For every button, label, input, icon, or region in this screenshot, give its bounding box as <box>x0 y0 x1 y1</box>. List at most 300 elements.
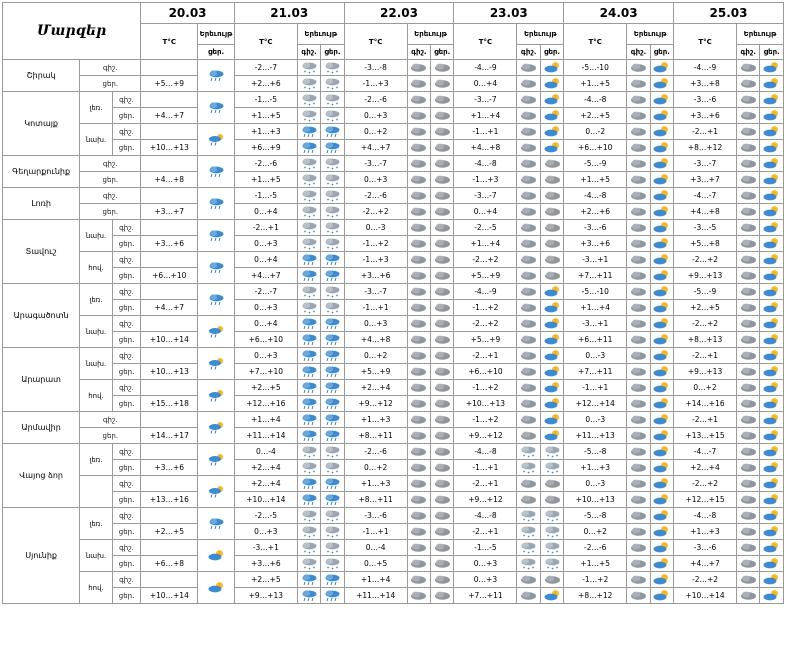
weather-icon <box>540 524 563 540</box>
weather-icon <box>321 444 344 460</box>
weather-icon <box>431 588 454 604</box>
temperature-cell: -2…-7 <box>234 60 297 76</box>
temperature-cell: -2…-5 <box>454 220 517 236</box>
temperature-cell: -4…-8 <box>564 92 627 108</box>
temperature-cell: -1…-5 <box>454 540 517 556</box>
temperature-cell <box>141 124 198 140</box>
weather-icon <box>517 572 540 588</box>
weather-icon <box>627 60 650 76</box>
weather-icon <box>650 332 673 348</box>
temperature-cell: -3…+1 <box>564 316 627 332</box>
temperature-cell: 0…-3 <box>344 220 407 236</box>
temperature-cell: -2…-5 <box>234 508 297 524</box>
weather-icon <box>517 492 540 508</box>
weather-icon <box>737 588 760 604</box>
temperature-cell: -5…-8 <box>564 444 627 460</box>
weather-icon <box>760 492 784 508</box>
period-label: գիշ. <box>112 508 141 524</box>
weather-icon <box>760 204 784 220</box>
date-header: 21.03 <box>234 3 344 24</box>
weather-icon <box>737 556 760 572</box>
weather-icon <box>297 364 320 380</box>
weather-icon <box>407 492 430 508</box>
temperature-cell: -3…-6 <box>344 508 407 524</box>
temperature-cell: +1…+3 <box>344 476 407 492</box>
table-row <box>3 556 784 572</box>
weather-icon <box>650 556 673 572</box>
weather-icon <box>297 588 320 604</box>
temperature-cell: +2…+5 <box>234 380 297 396</box>
weather-icon <box>407 316 430 332</box>
weather-icon <box>737 364 760 380</box>
weather-icon <box>431 124 454 140</box>
date-header: 20.03 <box>141 3 235 24</box>
weather-icon <box>517 172 540 188</box>
weather-icon <box>198 92 235 124</box>
weather-icon <box>737 540 760 556</box>
weather-icon <box>650 572 673 588</box>
temperature-cell: -2…+1 <box>674 348 737 364</box>
region-name: Վայոց ձոր <box>3 444 80 508</box>
weather-icon <box>650 348 673 364</box>
temperature-cell: +12…+14 <box>564 396 627 412</box>
zone-name: հով. <box>80 252 113 284</box>
weather-icon <box>431 412 454 428</box>
weather-icon <box>431 428 454 444</box>
weather-icon <box>760 284 784 300</box>
weather-icon <box>540 92 563 108</box>
temperature-cell <box>141 476 198 492</box>
weather-icon <box>627 444 650 460</box>
table-row <box>3 108 784 124</box>
zone-name: նախ. <box>80 124 113 156</box>
weather-icon <box>407 460 430 476</box>
day-label: ցեր. <box>650 45 673 60</box>
temperature-cell: +4…+7 <box>234 268 297 284</box>
weather-icon <box>297 188 320 204</box>
period-label: ցեր. <box>80 172 141 188</box>
temperature-cell: 0…-2 <box>564 124 627 140</box>
temperature-cell: +9…+13 <box>234 588 297 604</box>
temperature-cell <box>141 508 198 524</box>
weather-icon <box>760 156 784 172</box>
weather-icon <box>627 316 650 332</box>
weather-icon <box>431 460 454 476</box>
weather-icon <box>650 204 673 220</box>
period-label: գիշ. <box>112 220 141 236</box>
weather-icon <box>760 460 784 476</box>
weather-icon <box>650 92 673 108</box>
weather-icon <box>321 412 344 428</box>
weather-icon <box>737 60 760 76</box>
table-row <box>3 300 784 316</box>
temperature-cell: +4…+8 <box>141 172 198 188</box>
temperature-cell: 0…+3 <box>234 348 297 364</box>
weather-icon <box>650 396 673 412</box>
weather-icon <box>760 268 784 284</box>
temperature-cell <box>141 348 198 364</box>
temperature-cell: +1…+5 <box>234 172 297 188</box>
weather-icon <box>321 364 344 380</box>
temperature-cell: +1…+3 <box>344 412 407 428</box>
weather-icon <box>760 588 784 604</box>
temperature-cell: -1…-5 <box>234 92 297 108</box>
table-row <box>3 60 784 76</box>
temperature-cell: -2…+2 <box>674 476 737 492</box>
weather-icon <box>627 540 650 556</box>
weather-icon <box>407 156 430 172</box>
weather-icon <box>540 76 563 92</box>
weather-icon <box>431 332 454 348</box>
temperature-cell: +7…+11 <box>564 268 627 284</box>
weather-icon <box>198 252 235 284</box>
weather-icon <box>627 92 650 108</box>
weather-icon <box>737 268 760 284</box>
table-row <box>3 140 784 156</box>
zone-name: լեռ. <box>80 92 113 124</box>
temperature-cell: +3…+6 <box>674 108 737 124</box>
temperature-cell: -5…-10 <box>564 284 627 300</box>
temperature-cell: +2…+5 <box>674 300 737 316</box>
weather-icon <box>198 60 235 92</box>
weather-icon <box>627 284 650 300</box>
temp-label: T°C <box>234 24 297 60</box>
weather-icon <box>321 380 344 396</box>
region-name: Գեղարքունիք <box>3 156 80 188</box>
period-label: ցեր. <box>112 108 141 124</box>
day-label: ցեր. <box>198 45 235 60</box>
weather-icon <box>650 140 673 156</box>
temperature-cell: -2…+1 <box>454 524 517 540</box>
period-label: ցեր. <box>112 492 141 508</box>
weather-icon <box>540 348 563 364</box>
temperature-cell: -4…-8 <box>454 156 517 172</box>
weather-icon <box>627 524 650 540</box>
weather-icon <box>321 236 344 252</box>
period-label: ցեր. <box>112 140 141 156</box>
temperature-cell: +4…+8 <box>344 332 407 348</box>
weather-icon <box>627 572 650 588</box>
weather-icon <box>297 236 320 252</box>
period-label: գիշ. <box>80 188 141 204</box>
weather-icon <box>540 380 563 396</box>
period-label: գիշ. <box>112 124 141 140</box>
period-label: գիշ. <box>112 444 141 460</box>
weather-icon <box>321 348 344 364</box>
temperature-cell: -2…-6 <box>344 92 407 108</box>
temperature-cell <box>141 316 198 332</box>
period-label: ցեր. <box>112 396 141 412</box>
weather-icon <box>407 300 430 316</box>
temperature-cell: 0…+2 <box>344 348 407 364</box>
temp-label: T°C <box>564 24 627 60</box>
temperature-cell: 0…+3 <box>454 572 517 588</box>
weather-icon <box>198 508 235 540</box>
weather-icon <box>627 300 650 316</box>
weather-icon <box>760 444 784 460</box>
period-label: ցեր. <box>80 204 141 220</box>
temperature-cell: -4…-7 <box>674 188 737 204</box>
weather-icon <box>297 76 320 92</box>
temperature-cell: +1…+4 <box>564 300 627 316</box>
weather-icon <box>627 332 650 348</box>
weather-icon <box>297 108 320 124</box>
weather-icon <box>540 172 563 188</box>
weather-icon <box>407 540 430 556</box>
weather-icon <box>407 124 430 140</box>
table-row <box>3 268 784 284</box>
weather-icon <box>760 60 784 76</box>
weather-icon <box>627 364 650 380</box>
weather-icon <box>297 316 320 332</box>
temperature-cell: +5…+9 <box>344 364 407 380</box>
temperature-cell: +1…+3 <box>564 460 627 476</box>
period-label: գիշ. <box>112 572 141 588</box>
table-row <box>3 524 784 540</box>
weather-icon <box>650 236 673 252</box>
page-title: Մարզեր <box>3 3 141 60</box>
temperature-cell: +4…+8 <box>454 140 517 156</box>
temperature-cell: -4…-8 <box>674 508 737 524</box>
temperature-cell: +10…+13 <box>454 396 517 412</box>
period-label: գիշ. <box>112 380 141 396</box>
temperature-cell: -2…+2 <box>344 204 407 220</box>
temperature-cell: -4…-8 <box>454 444 517 460</box>
night-label: գիշ. <box>407 45 430 60</box>
weather-icon <box>431 572 454 588</box>
temperature-cell: +5…+9 <box>454 332 517 348</box>
weather-icon <box>650 220 673 236</box>
temperature-cell: +13…+15 <box>674 428 737 444</box>
weather-icon <box>297 268 320 284</box>
weather-icon <box>760 92 784 108</box>
temperature-cell: -4…-9 <box>454 60 517 76</box>
weather-icon <box>517 284 540 300</box>
weather-icon <box>407 108 430 124</box>
temperature-cell: +8…+11 <box>344 428 407 444</box>
table-row <box>3 236 784 252</box>
temperature-cell: +8…+13 <box>674 332 737 348</box>
temperature-cell <box>141 540 198 556</box>
weather-icon <box>321 156 344 172</box>
weather-icon <box>517 204 540 220</box>
night-label: գիշ. <box>737 45 760 60</box>
temperature-cell: -3…-8 <box>344 60 407 76</box>
weather-icon <box>297 492 320 508</box>
temperature-cell: +1…+5 <box>564 76 627 92</box>
weather-icon <box>321 284 344 300</box>
weather-icon <box>431 556 454 572</box>
weather-icon <box>737 492 760 508</box>
weather-icon <box>737 220 760 236</box>
zone-name: լեռ. <box>80 444 113 476</box>
period-label: ցեր. <box>112 364 141 380</box>
weather-icon <box>737 428 760 444</box>
weather-icon <box>407 444 430 460</box>
temperature-cell: -2…-6 <box>344 188 407 204</box>
temperature-cell: +3…+6 <box>141 460 198 476</box>
temperature-cell: -5…-9 <box>564 156 627 172</box>
zone-name: լեռ. <box>80 508 113 540</box>
weather-icon <box>540 60 563 76</box>
weather-icon <box>297 572 320 588</box>
weather-icon <box>517 300 540 316</box>
weather-icon <box>321 124 344 140</box>
table-row <box>3 380 784 396</box>
weather-icon <box>540 156 563 172</box>
weather-icon <box>297 556 320 572</box>
temperature-cell: +10…+13 <box>564 492 627 508</box>
temperature-cell: +8…+11 <box>344 492 407 508</box>
weather-icon <box>297 508 320 524</box>
weather-icon <box>517 508 540 524</box>
weather-icon <box>407 572 430 588</box>
night-label: գիշ. <box>297 45 320 60</box>
temperature-cell: +6…+10 <box>234 332 297 348</box>
phenomenon-label: Երեւույթ <box>517 24 564 45</box>
temperature-cell: +2…+5 <box>141 524 198 540</box>
temperature-cell: +1…+4 <box>454 236 517 252</box>
temperature-cell: +10…+14 <box>141 332 198 348</box>
weather-icon <box>321 460 344 476</box>
temperature-cell: +6…+9 <box>234 140 297 156</box>
weather-icon <box>540 268 563 284</box>
weather-icon <box>540 204 563 220</box>
weather-icon <box>198 124 235 156</box>
weather-icon <box>297 524 320 540</box>
weather-icon <box>297 252 320 268</box>
temperature-cell: -2…+1 <box>454 348 517 364</box>
weather-icon <box>540 460 563 476</box>
weather-icon <box>431 284 454 300</box>
weather-icon <box>737 572 760 588</box>
weather-icon <box>321 204 344 220</box>
weather-icon <box>198 444 235 476</box>
weather-icon <box>431 188 454 204</box>
temperature-cell: -1…+2 <box>454 412 517 428</box>
weather-icon <box>431 76 454 92</box>
weather-icon <box>297 60 320 76</box>
date-header: 25.03 <box>674 3 784 24</box>
weather-icon <box>650 268 673 284</box>
region-name: Սյունիք <box>3 508 80 604</box>
weather-icon <box>650 460 673 476</box>
weather-icon <box>650 156 673 172</box>
temperature-cell: +10…+13 <box>141 364 198 380</box>
weather-icon <box>650 588 673 604</box>
weather-icon <box>517 524 540 540</box>
temperature-cell: 0…-3 <box>564 412 627 428</box>
weather-icon <box>321 108 344 124</box>
weather-icon <box>540 188 563 204</box>
weather-icon <box>627 140 650 156</box>
weather-icon <box>321 476 344 492</box>
temperature-cell <box>141 60 198 76</box>
temperature-cell <box>141 188 198 204</box>
temperature-cell: 0…+3 <box>234 236 297 252</box>
temperature-cell: -2…-7 <box>234 284 297 300</box>
temperature-cell: -1…+1 <box>344 524 407 540</box>
weather-icon <box>540 428 563 444</box>
temperature-cell: +1…+5 <box>564 172 627 188</box>
weather-icon <box>650 76 673 92</box>
temperature-cell <box>141 380 198 396</box>
weather-icon <box>297 444 320 460</box>
weather-icon <box>517 444 540 460</box>
weather-icon <box>760 556 784 572</box>
weather-icon <box>760 332 784 348</box>
temperature-cell: -1…+3 <box>454 172 517 188</box>
temperature-cell: 0…+4 <box>454 76 517 92</box>
weather-icon <box>650 124 673 140</box>
weather-icon <box>517 188 540 204</box>
weather-icon <box>650 316 673 332</box>
temperature-cell: +3…+6 <box>564 236 627 252</box>
zone-name <box>80 476 113 508</box>
weather-icon <box>760 188 784 204</box>
weather-icon <box>737 508 760 524</box>
period-label: գիշ. <box>112 316 141 332</box>
weather-icon <box>407 252 430 268</box>
region-name: Արագածոտն <box>3 284 80 348</box>
weather-icon <box>517 60 540 76</box>
weather-icon <box>407 348 430 364</box>
temp-label: T°C <box>344 24 407 60</box>
weather-icon <box>760 364 784 380</box>
weather-icon <box>321 140 344 156</box>
table-row <box>3 428 784 444</box>
table-row <box>3 460 784 476</box>
weather-icon <box>407 76 430 92</box>
table-row <box>3 364 784 380</box>
temperature-cell: +6…+10 <box>141 268 198 284</box>
temperature-cell: +6…+8 <box>141 556 198 572</box>
weather-icon <box>650 60 673 76</box>
temperature-cell: -3…-6 <box>564 220 627 236</box>
weather-icon <box>407 236 430 252</box>
temperature-cell: -2…-6 <box>344 444 407 460</box>
temperature-cell: -3…+1 <box>564 252 627 268</box>
weather-icon <box>297 156 320 172</box>
period-label: գիշ. <box>112 540 141 556</box>
zone-name: նախ. <box>80 316 113 348</box>
region-name: Կոտայք <box>3 92 80 156</box>
weather-icon <box>321 396 344 412</box>
temperature-cell: 0…+3 <box>454 556 517 572</box>
weather-icon <box>407 284 430 300</box>
day-label: ցեր. <box>760 45 784 60</box>
weather-icon <box>517 124 540 140</box>
weather-icon <box>407 508 430 524</box>
temperature-cell: -3…-7 <box>454 188 517 204</box>
temperature-cell: +1…+3 <box>674 524 737 540</box>
temperature-cell: +9…+12 <box>454 492 517 508</box>
temperature-cell: -4…-7 <box>674 444 737 460</box>
day-label: ցեր. <box>321 45 344 60</box>
zone-name: լեռ. <box>80 284 113 316</box>
weather-icon <box>407 556 430 572</box>
weather-icon <box>760 508 784 524</box>
weather-icon <box>407 172 430 188</box>
temperature-cell <box>141 444 198 460</box>
weather-icon <box>431 236 454 252</box>
weather-icon <box>627 460 650 476</box>
temperature-cell: -2…-6 <box>564 540 627 556</box>
weather-icon <box>760 428 784 444</box>
period-label: ցեր. <box>112 268 141 284</box>
weather-icon <box>407 268 430 284</box>
phenomenon-label: Երեւույթ <box>627 24 674 45</box>
